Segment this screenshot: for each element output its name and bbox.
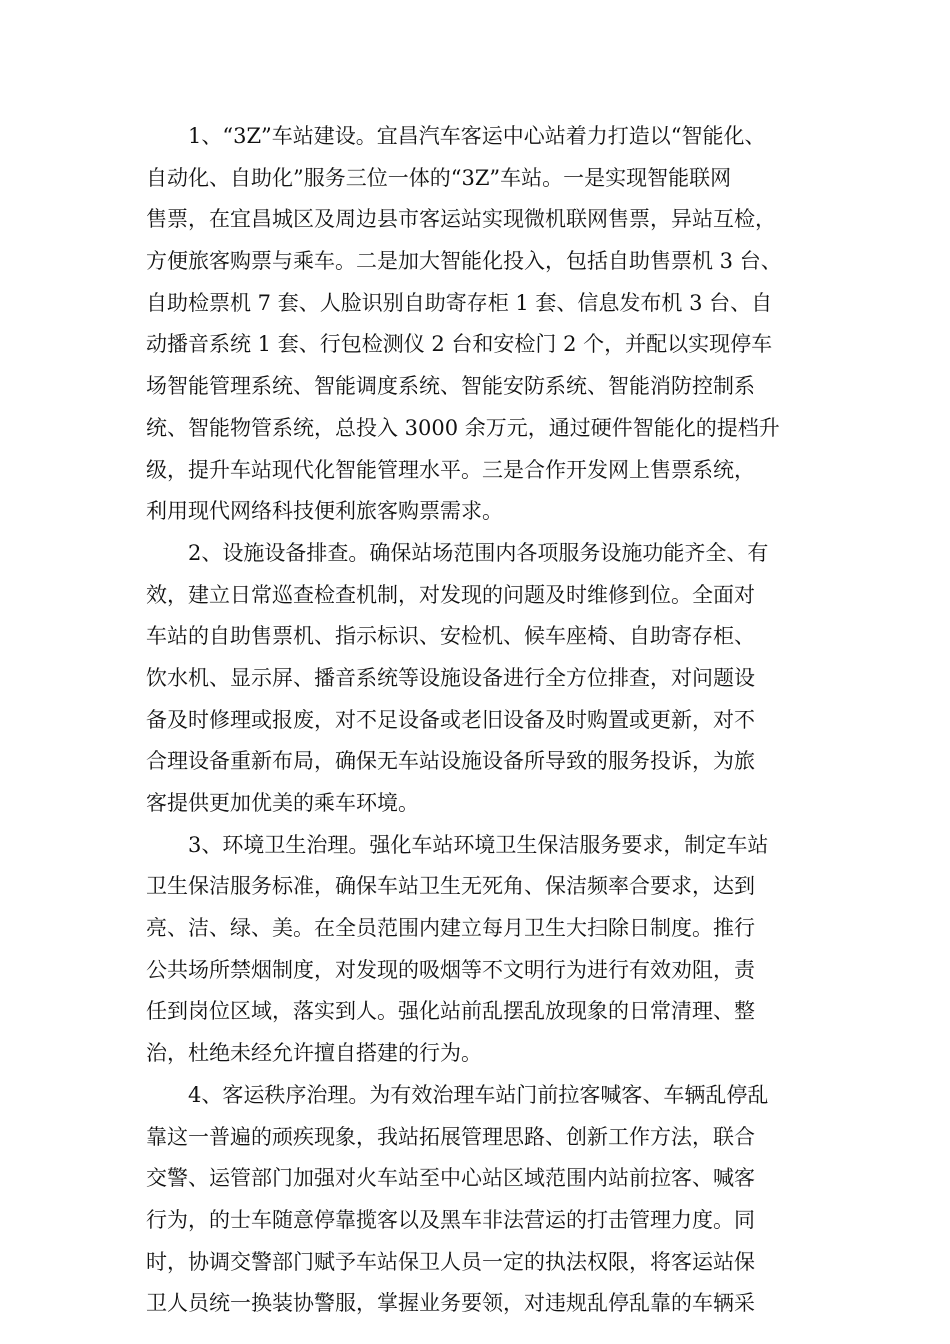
text-line: 利用现代网络科技便利旅客购票需求。 — [146, 499, 503, 524]
text-line: 交警、运管部门加强对火车站至中心站区域范围内站前拉客、喊客 — [146, 1166, 755, 1191]
text-line: 方便旅客购票与乘车。二是加大智能化投入，包括自助售票机 3 台、 — [146, 249, 782, 274]
text-line: 统、智能物管系统，总投入 3000 余万元，通过硬件智能化的提档升 — [146, 415, 780, 440]
text-line: 卫生保洁服务标准，确保车站卫生无死角、保洁频率合要求，达到 — [146, 874, 755, 899]
text-line: 饮水机、显示屏、播音系统等设施设备进行全方位排查，对问题设 — [146, 665, 755, 690]
text-line: 自动化、自助化”服务三位一体的“3Z”车站。一是实现智能联网 — [146, 165, 732, 190]
paragraph-sanitation — [146, 825, 816, 1075]
text-line: 场智能管理系统、智能调度系统、智能安防系统、智能消防控制系 — [146, 374, 755, 399]
paragraph-3z-station — [146, 116, 816, 533]
document-body — [146, 116, 816, 1325]
text-line: 公共场所禁烟制度，对发现的吸烟等不文明行为进行有效劝阻，责 — [146, 957, 755, 982]
paragraph-equipment-check — [146, 533, 816, 825]
text-line: 动播音系统 1 套、行包检测仪 2 台和安检门 2 个，并配以实现停车 — [146, 332, 773, 357]
text-line: 1、“3Z”车站建设。宜昌汽车客运中心站着力打造以“智能化、 — [188, 124, 766, 148]
text-line: 合理设备重新布局，确保无车站设施设备所导致的服务投诉，为旅 — [146, 749, 755, 774]
text-line: 任到岗位区域，落实到人。强化站前乱摆乱放现象的日常清理、整 — [146, 999, 755, 1024]
text-line: 治，杜绝未经允许擅自搭建的行为。 — [146, 1041, 482, 1066]
text-line: 车站的自助售票机、指示标识、安检机、候车座椅、自助寄存柜、 — [146, 624, 755, 649]
text-line: 卫人员统一换装协警服，掌握业务要领，对违规乱停乱靠的车辆采 — [146, 1291, 755, 1316]
text-line: 靠这一普遍的顽疾现象，我站拓展管理思路、创新工作方法，联合 — [146, 1124, 755, 1149]
text-line: 售票，在宜昌城区及周边县市客运站实现微机联网售票，异站互检， — [146, 207, 776, 232]
text-line: 2、设施设备排查。确保站场范围内各项服务设施功能齐全、有 — [188, 540, 769, 565]
text-line: 时，协调交警部门赋予车站保卫人员一定的执法权限，将客运站保 — [146, 1249, 755, 1274]
text-line: 亮、洁、绿、美。在全员范围内建立每月卫生大扫除日制度。推行 — [146, 916, 755, 941]
paragraph-passenger-order — [146, 1075, 816, 1325]
text-line: 3、环境卫生治理。强化车站环境卫生保洁服务要求，制定车站 — [188, 832, 769, 857]
text-line: 4、客运秩序治理。为有效治理车站门前拉客喊客、车辆乱停乱 — [188, 1082, 769, 1107]
text-line: 级，提升车站现代化智能管理水平。三是合作开发网上售票系统， — [146, 457, 755, 482]
text-line: 自助检票机 7 套、人脸识别自助寄存柜 1 套、信息发布机 3 台、自 — [146, 290, 773, 315]
text-line: 行为，的士车随意停靠揽客以及黑车非法营运的打击管理力度。同 — [146, 1207, 755, 1232]
text-line: 备及时修理或报废，对不足设备或老旧设备及时购置或更新，对不 — [146, 707, 755, 732]
text-line: 客提供更加优美的乘车环境。 — [146, 791, 419, 815]
text-line: 效，建立日常巡查检查机制，对发现的问题及时维修到位。全面对 — [146, 582, 755, 607]
